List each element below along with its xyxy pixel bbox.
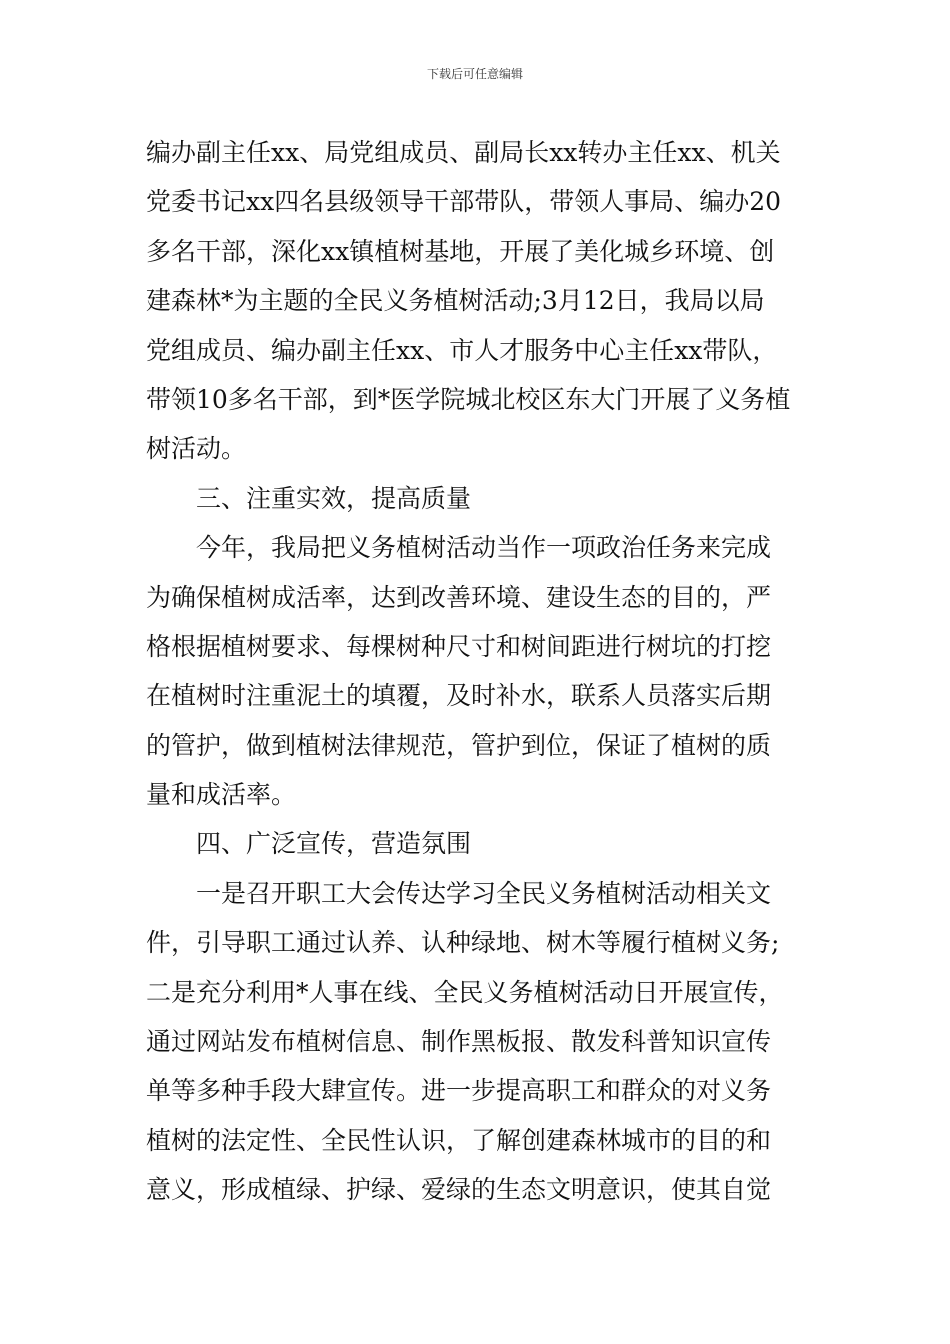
text-line: 带领10多名干部，到*医学院城北校区东大门开展了义务植 — [146, 384, 791, 414]
text-line: 今年，我局把义务植树活动当作一项政治任务来完成 — [196, 533, 772, 563]
text-line: 党委书记xx四名县级领导干部带队，带领人事局、编办20 — [146, 187, 782, 217]
text-line: 三、注重实效，提高质量 — [196, 483, 472, 513]
text-line: 的管护，做到植树法律规范，管护到位，保证了植树的质 — [146, 730, 772, 760]
text-line: 多名干部，深化xx镇植树基地，开展了美化城乡环境、创 — [146, 236, 775, 266]
text-line: 格根据植树要求、每棵树种尺寸和树间距进行树坑的打挖 — [146, 631, 772, 661]
text-line: 意义，形成植绿、护绿、爱绿的生态文明意识，使其自觉 — [146, 1175, 772, 1205]
page-header-note: 下载后可任意编辑 — [426, 67, 523, 81]
text-line: 为确保植树成活率，达到改善环境、建设生态的目的，严 — [146, 582, 772, 612]
text-line: 树活动。 — [146, 434, 247, 464]
text-line: 通过网站发布植树信息、制作黑板报、散发科普知识宣传 — [146, 1027, 772, 1057]
document-body — [146, 128, 810, 1215]
text-line: 编办副主任xx、局党组成员、副局长xx转办主任xx、机关 — [146, 138, 781, 167]
text-line: 在植树时注重泥土的填覆，及时补水，联系人员落实后期 — [146, 681, 772, 711]
text-line: 二是充分利用*人事在线、全民义务植树活动日开展宣传， — [146, 977, 784, 1007]
text-line: 一是召开职工大会传达学习全民义务植树活动相关文 — [196, 878, 772, 908]
text-line: 件，引导职工通过认养、认种绿地、树木等履行植树义务; — [146, 928, 780, 958]
text-line: 党组成员、编办副主任xx、市人才服务中心主任xx带队， — [146, 335, 778, 365]
text-line: 植树的法定性、全民性认识，了解创建森林城市的目的和 — [146, 1125, 772, 1155]
text-line: 建森林*为主题的全民义务植树活动;3月12日，我局以局 — [146, 286, 765, 316]
text-line: 单等多种手段大肆宣传。进一步提高职工和群众的对义务 — [146, 1076, 772, 1106]
text-line: 四、广泛宣传，营造氛围 — [196, 829, 472, 859]
text-line: 量和成活率。 — [146, 780, 297, 810]
